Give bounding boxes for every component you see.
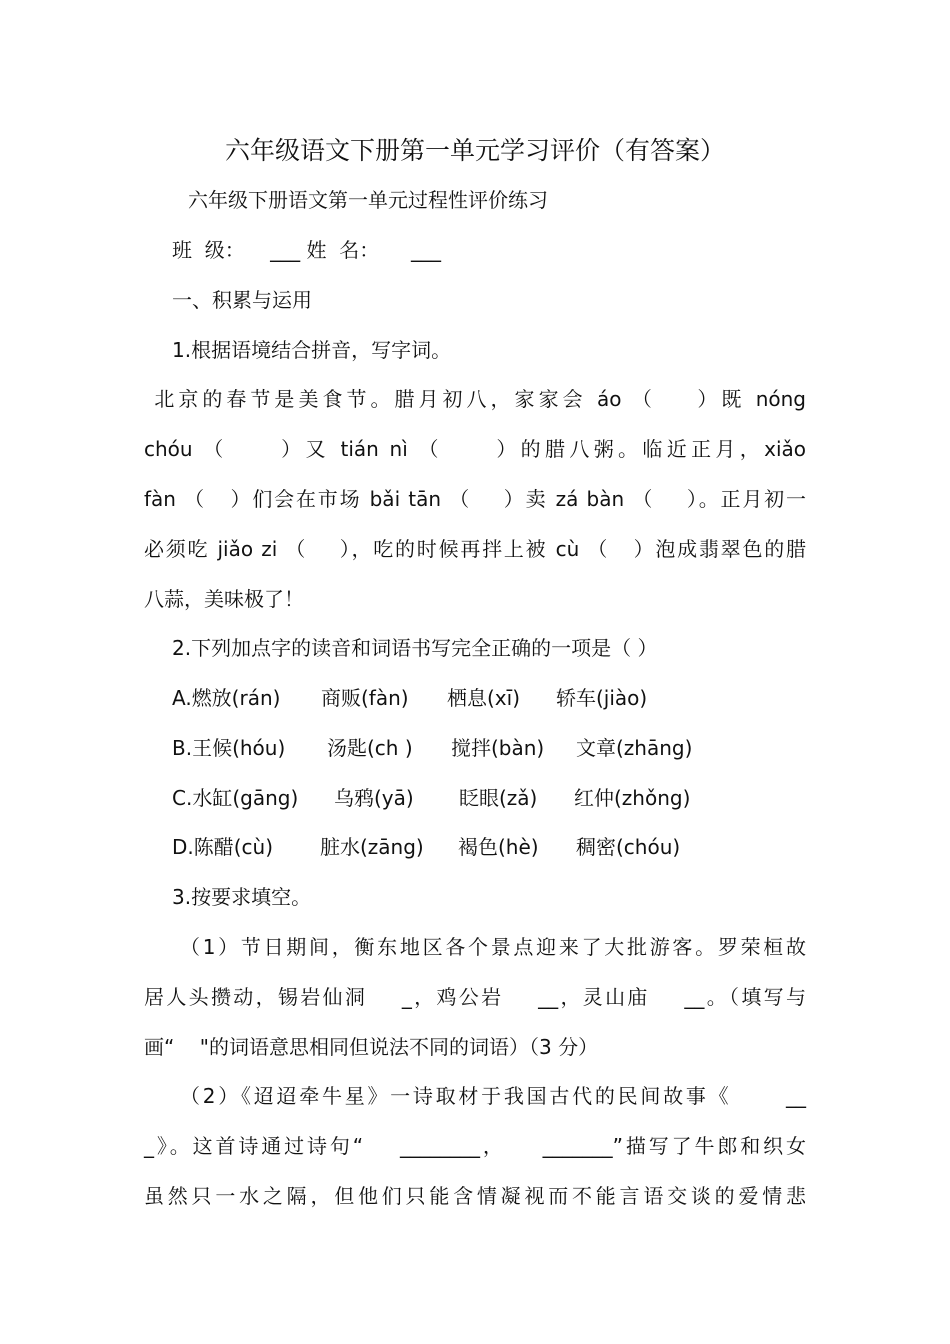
option-word: 稠密(chóu) [576,835,681,859]
option-word: A.燃放(rán) [172,686,281,710]
option-a [172,681,834,715]
document-title: 六年级语文下册第一单元学习评价（有答案） [224,136,725,165]
option-word: 眨眼(zǎ) [459,786,538,810]
question-3-text-line: 虽然只一水之隔，但他们只能含情凝视而不能言语交谈的爱情悲 [144,1184,806,1208]
question-3-text-line: 画“ "的词语意思相同但说法不同的词语）（3 分） [144,1035,599,1059]
option-word: 商贩(fàn) [321,686,409,710]
question-3-text-line: 居人头攒动，锡岩仙洞 _，鸡公岩 __，灵山庙 __。（填写与 [144,985,806,1009]
question-1-text-line: 必须吃 jiǎo zi （ ），吃的时候再拌上被 cù （ ）泡成翡翠色的腊 [144,537,806,561]
question-1-text-line: 北京的春节是美食节。腊月初八，家家会 áo （ ）既 nóng [144,387,806,411]
option-word: C.水缸(gāng) [172,786,299,810]
question-3-text-line: （1）节日期间，衡东地区各个景点迎来了大批游客。罗荣桓故 [180,935,806,959]
option-word: 文章(zhāng) [576,736,693,760]
option-word: 轿车(jiào) [556,686,648,710]
option-word: D.陈醋(cù) [172,835,274,859]
question-1-text-line: chóu （ ）又 tián nì （ ）的腊八粥。临近正月，xiǎo [144,437,806,461]
option-word: 搅拌(bàn) [451,736,545,760]
option-word: B.王候(hóu) [172,736,286,760]
question-3-text-line: _》。这首诗通过诗句“ ________， _______”描写了牛郎和织女 [144,1134,806,1158]
option-word: 乌鸦(yā) [334,786,414,810]
option-word: 脏水(zāng) [320,835,424,859]
question-1-prompt: 1.根据语境结合拼音，写字词。 [172,338,452,362]
question-1-text-line: fàn （ ）们会在市场 bǎi tān （ ）卖 zá bàn （ ）。正月初一 [144,487,806,511]
option-b [172,731,834,765]
question-2-prompt: 2.下列加点字的读音和词语书写完全正确的一项是（ ） [172,636,658,660]
option-word: 汤匙(ch ) [327,736,413,760]
subtitle: 六年级下册语文第一单元过程性评价练习 [188,188,548,212]
option-d [172,830,834,864]
option-word: 栖息(xī) [447,686,520,710]
question-1-text-line: 八蒜，美味极了！ [144,587,304,611]
option-word: 褐色(hè) [458,835,539,859]
section-heading: 一、积累与运用 [172,288,312,312]
question-3-text-line: （2）《迢迢牵牛星》一诗取材于我国古代的民间故事《 __ [180,1084,806,1108]
option-word: 红仲(zhǒng) [574,786,691,810]
class-name-line: 班 级： ___ 姓 名： ___ [172,238,442,262]
question-3-prompt: 3.按要求填空。 [172,885,312,909]
option-c [172,781,834,815]
